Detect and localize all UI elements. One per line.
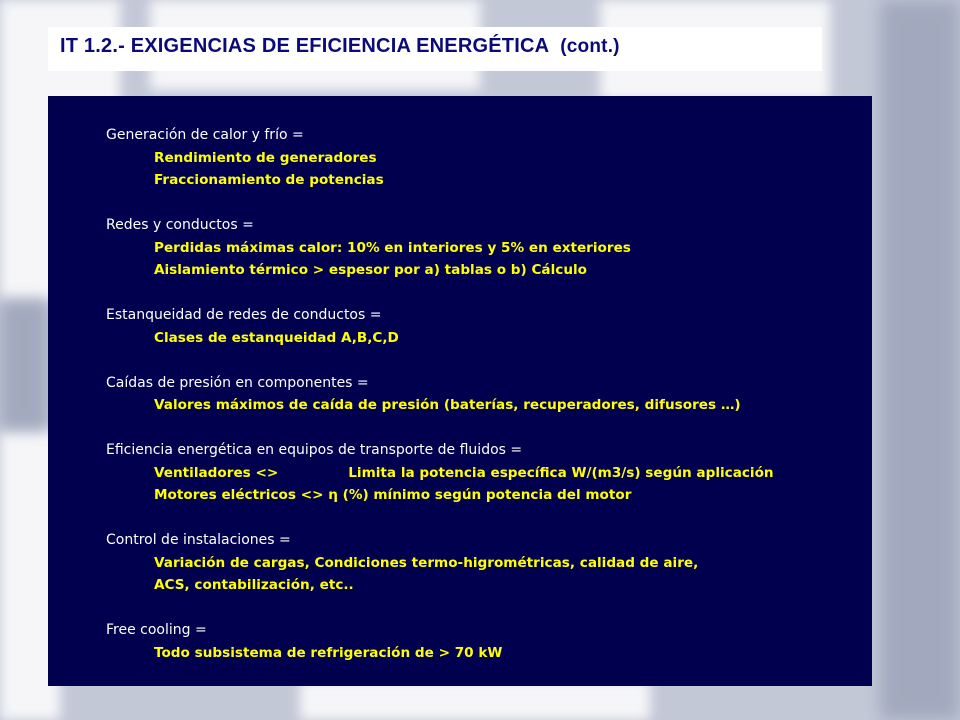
section-item-right: Limita la potencia específica W/(m3/s) según aplicación — [348, 464, 774, 481]
section-heading: Estanqueidad de redes de conductos = — [106, 307, 382, 323]
section-estanqueidad — [106, 304, 872, 349]
section-item: Rendimiento de generadores — [154, 149, 377, 166]
section-heading: Redes y conductos = — [106, 217, 254, 233]
section-item — [106, 462, 872, 485]
section-item: Aislamiento térmico > espesor por a) tablas o b) Cálculo — [154, 262, 587, 278]
section-generacion — [106, 124, 872, 192]
background-panel — [0, 300, 48, 430]
section-caidas — [106, 372, 872, 417]
section-free-cooling — [106, 619, 872, 664]
section-heading: Generación de calor y frío = — [106, 127, 304, 143]
section-item: Motores eléctricos <> η (%) mínimo según potencia del motor — [154, 487, 632, 503]
section-item: Todo subsistema de refrigeración de > 70 kW — [154, 644, 503, 661]
section-item: Variación de cargas, Condiciones termo-higrométricas, calidad de aire, — [154, 554, 699, 571]
background-panel — [880, 0, 960, 720]
section-heading: Free cooling = — [106, 622, 207, 638]
section-redes — [106, 214, 872, 282]
background-panel — [300, 680, 650, 720]
section-heading: Caídas de presión en componentes = — [106, 374, 369, 391]
section-eficiencia — [106, 439, 872, 507]
slide-title-main: IT 1.2.- EXIGENCIAS DE EFICIENCIA ENERGÉTICA — [60, 35, 549, 57]
section-item: ACS, contabilización, etc.. — [154, 577, 354, 593]
section-item-left: Ventiladores <> — [154, 464, 279, 481]
section-heading: Control de instalaciones = — [106, 532, 291, 548]
section-item: Fraccionamiento de potencias — [154, 172, 384, 188]
section-item: Valores máximos de caída de presión (baterías, recuperadores, difusores …) — [154, 397, 741, 413]
content-panel — [48, 96, 872, 686]
slide-title-suffix: (cont.) — [560, 36, 620, 57]
section-item: Perdidas máximas calor: 10% en interiores y 5% en exteriores — [154, 239, 631, 256]
section-heading: Eficiencia energética en equipos de transporte de fluidos = — [106, 442, 523, 458]
section-item: Clases de estanqueidad A,B,C,D — [154, 329, 399, 346]
slide-title — [48, 27, 822, 71]
section-control — [106, 529, 872, 597]
